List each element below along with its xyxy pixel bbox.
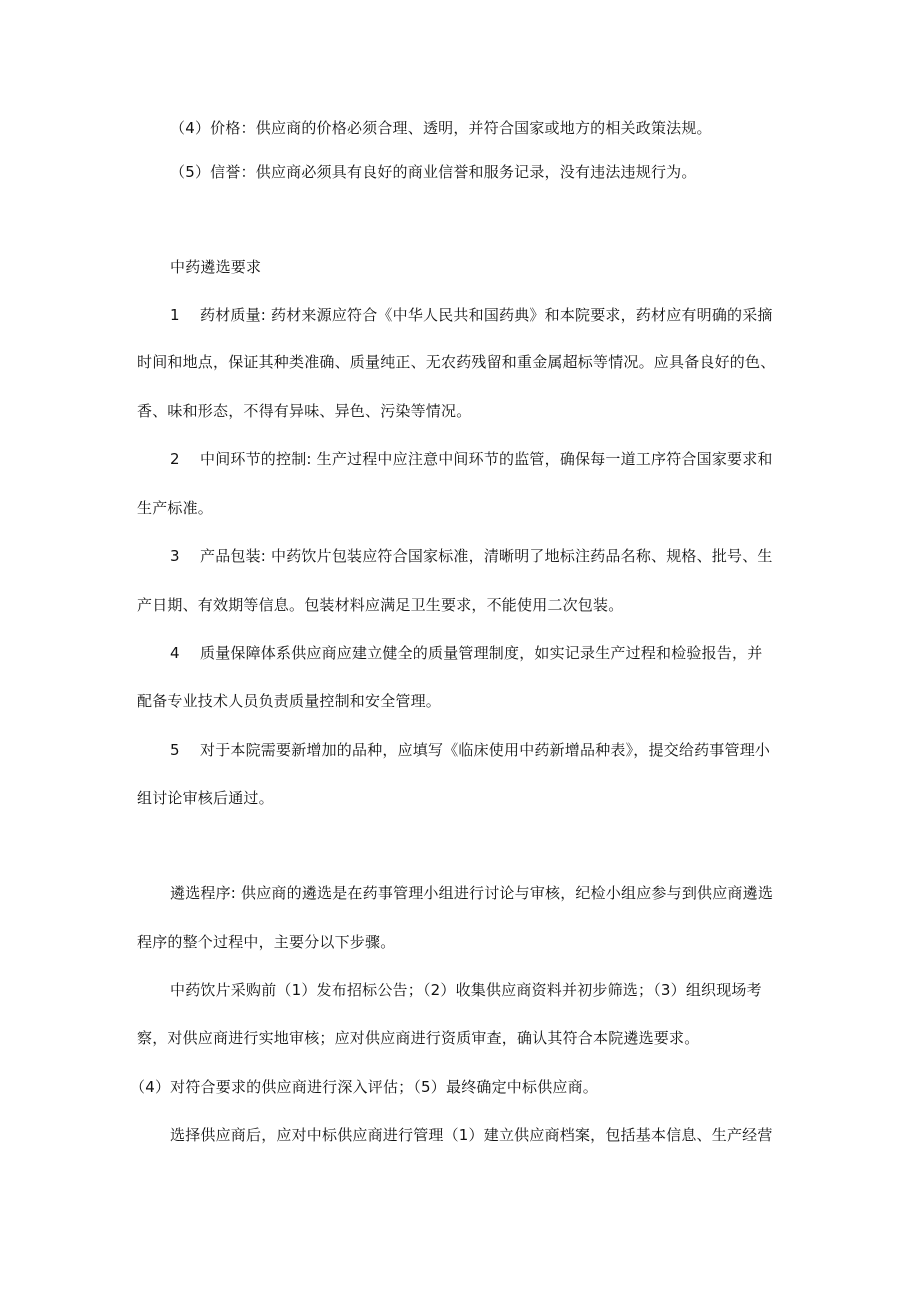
requirement-1-number: 1 xyxy=(170,306,180,324)
requirement-3-line-2: 产日期、有效期等信息。包装材料应满足卫生要求，不能使用二次包装。 xyxy=(137,596,624,614)
requirement-3-line-1 xyxy=(170,546,773,566)
requirement-1-line-3: 香、味和形态，不得有异味、异色、污染等情况。 xyxy=(137,402,472,420)
requirement-2-number: 2 xyxy=(170,450,180,468)
requirement-2-line-2: 生产标准。 xyxy=(137,499,214,517)
requirement-4-line-1 xyxy=(170,643,762,663)
intro-item-price: （4）价格：供应商的价格必须合理、透明，并符合国家或地方的相关政策法规。 xyxy=(170,119,712,137)
procedure-paragraph-1-line-1: 遴选程序: 供应商的遴选是在药事管理小组进行讨论与审核，纪检小组应参与到供应商遴选 xyxy=(170,884,774,902)
procedure-paragraph-2-line-1: 中药饮片采购前（1）发布招标公告；（2）收集供应商资料并初步筛选；（3）组织现场考 xyxy=(170,981,762,999)
requirement-5-number: 5 xyxy=(170,741,180,759)
requirement-1-text: 药材质量: 药材来源应符合《中华人民共和国药典》和本院要求，药材应有明确的采摘 xyxy=(200,306,773,324)
requirement-3-text: 产品包装: 中药饮片包装应符合国家标准，清晰明了地标注药品名称、规格、批号、生 xyxy=(200,547,773,565)
requirement-5-line-1 xyxy=(170,740,770,760)
procedure-paragraph-1-line-2: 程序的整个过程中，主要分以下步骤。 xyxy=(137,933,396,951)
section-title-selection-requirements: 中药遴选要求 xyxy=(170,258,262,276)
procedure-paragraph-2-line-2: 察，对供应商进行实地审核；应对供应商进行资质审查，确认其符合本院遴选要求。 xyxy=(137,1029,700,1047)
procedure-paragraph-4: 选择供应商后，应对中标供应商进行管理（1）建立供应商档案，包括基本信息、生产经营 xyxy=(170,1126,773,1144)
requirement-3-number: 3 xyxy=(170,547,180,565)
requirement-1-line-2: 时间和地点，保证其种类准确、质量纯正、无农药残留和重金属超标等情况。应具备良好的色、 xyxy=(137,353,776,371)
requirement-1-line-1 xyxy=(170,305,773,325)
requirement-5-line-2: 组讨论审核后通过。 xyxy=(137,789,274,807)
requirement-4-number: 4 xyxy=(170,644,180,662)
requirement-5-text: 对于本院需要新增加的品种，应填写《临床使用中药新增品种表》，提交给药事管理小 xyxy=(200,741,771,759)
requirement-2-line-1 xyxy=(170,449,773,469)
requirement-4-line-2: 配备专业技术人员负责质量控制和安全管理。 xyxy=(137,692,442,710)
requirement-2-text: 中间环节的控制: 生产过程中应注意中间环节的监管，确保每一道工序符合国家要求和 xyxy=(200,450,773,468)
requirement-4-text: 质量保障体系供应商应建立健全的质量管理制度，如实记录生产过程和检验报告，并 xyxy=(200,644,763,662)
intro-item-reputation: （5）信誉：供应商必须具有良好的商业信誉和服务记录，没有违法违规行为。 xyxy=(170,163,697,181)
procedure-paragraph-3: （4）对符合要求的供应商进行深入评估；（5）最终确定中标供应商。 xyxy=(130,1078,598,1096)
